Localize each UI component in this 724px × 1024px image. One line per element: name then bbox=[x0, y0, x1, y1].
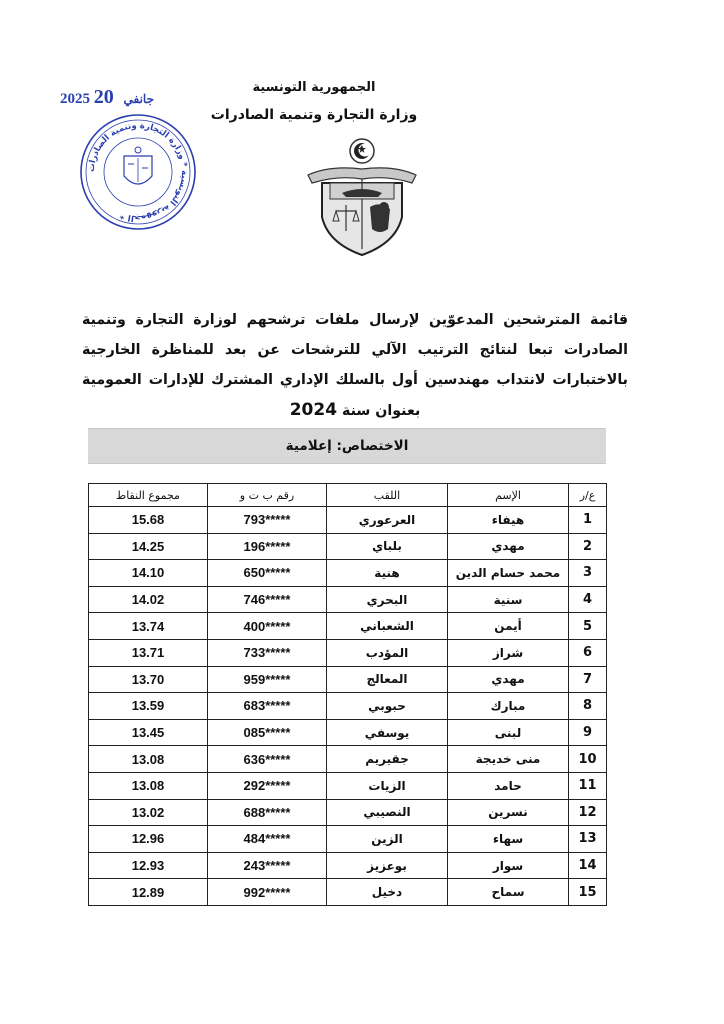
rank-cell: 4 bbox=[569, 586, 607, 613]
rank-cell: 8 bbox=[569, 693, 607, 720]
table-header-row bbox=[89, 484, 607, 507]
last-name-cell: حبوبي bbox=[327, 693, 448, 720]
first-name-cell: شراز bbox=[448, 639, 569, 666]
rank-cell: 7 bbox=[569, 666, 607, 693]
table-row bbox=[89, 879, 607, 906]
title-year: 2024 bbox=[289, 400, 338, 420]
score-cell: 13.59 bbox=[89, 693, 208, 720]
rank-cell: 1 bbox=[569, 507, 607, 534]
specialty-label: الاختصاص: إعلامية bbox=[88, 428, 606, 464]
id-number-cell: 243***** bbox=[208, 852, 327, 879]
table-row bbox=[89, 746, 607, 773]
last-name-cell: يوسفي bbox=[327, 719, 448, 746]
id-number-cell: 733***** bbox=[208, 639, 327, 666]
rank-cell: 11 bbox=[569, 772, 607, 799]
score-cell: 13.08 bbox=[89, 746, 208, 773]
score-cell: 12.89 bbox=[89, 879, 208, 906]
first-name-cell: سماح bbox=[448, 879, 569, 906]
table-row bbox=[89, 693, 607, 720]
last-name-cell: بوعزيز bbox=[327, 852, 448, 879]
id-number-cell: 196***** bbox=[208, 533, 327, 560]
last-name-cell: بلباي bbox=[327, 533, 448, 560]
header-id-number: رقم ب ت و bbox=[208, 484, 327, 507]
table-row bbox=[89, 507, 607, 534]
score-cell: 13.08 bbox=[89, 772, 208, 799]
id-number-cell: 085***** bbox=[208, 719, 327, 746]
first-name-cell: سنية bbox=[448, 586, 569, 613]
candidates-table bbox=[88, 483, 607, 906]
seal-ring-text: الجمهورية التونسية * وزارة التجارة وتنمية الصادرات * bbox=[86, 120, 190, 224]
title-text: قائمة المترشحين المدعوّين لإرسال ملفات ترشحهم لوزارة التجارة وتنمية الصادرات تبعا لنتائج الترتيب الآلي للترشحات عن بعد للمناظرة الخارجية بالاختبارات لانتداب مهندسين أول بالسلك الإداري المشترك للإدارات العمومية بعنوان سنة bbox=[82, 312, 628, 419]
date-day: 20 bbox=[93, 86, 114, 108]
date-year: 2025 bbox=[60, 91, 90, 107]
score-cell: 14.25 bbox=[89, 533, 208, 560]
first-name-cell: حامد bbox=[448, 772, 569, 799]
id-number-cell: 650***** bbox=[208, 560, 327, 587]
republic-name: الجمهورية التونسية bbox=[252, 80, 376, 95]
rank-cell: 3 bbox=[569, 560, 607, 587]
document-title bbox=[82, 305, 628, 426]
first-name-cell: منى خديجة bbox=[448, 746, 569, 773]
last-name-cell: هنية bbox=[327, 560, 448, 587]
first-name-cell: أيمن bbox=[448, 613, 569, 640]
score-cell: 13.70 bbox=[89, 666, 208, 693]
score-cell: 13.71 bbox=[89, 639, 208, 666]
id-number-cell: 292***** bbox=[208, 772, 327, 799]
id-number-cell: 992***** bbox=[208, 879, 327, 906]
last-name-cell: الشعباني bbox=[327, 613, 448, 640]
header-total-score: مجموع النقاط bbox=[89, 484, 208, 507]
id-number-cell: 688***** bbox=[208, 799, 327, 826]
first-name-cell: سهاء bbox=[448, 826, 569, 853]
document-header bbox=[174, 80, 454, 123]
table-row bbox=[89, 826, 607, 853]
first-name-cell: نسرين bbox=[448, 799, 569, 826]
score-cell: 14.10 bbox=[89, 560, 208, 587]
table-row bbox=[89, 666, 607, 693]
id-number-cell: 683***** bbox=[208, 693, 327, 720]
rank-cell: 15 bbox=[569, 879, 607, 906]
first-name-cell: سوار bbox=[448, 852, 569, 879]
table-row bbox=[89, 586, 607, 613]
last-name-cell: النصيبي bbox=[327, 799, 448, 826]
score-cell: 14.02 bbox=[89, 586, 208, 613]
score-cell: 13.45 bbox=[89, 719, 208, 746]
id-number-cell: 636***** bbox=[208, 746, 327, 773]
rank-cell: 6 bbox=[569, 639, 607, 666]
last-name-cell: الزيات bbox=[327, 772, 448, 799]
first-name-cell: مهدي bbox=[448, 533, 569, 560]
score-cell: 13.74 bbox=[89, 613, 208, 640]
last-name-cell: البحري bbox=[327, 586, 448, 613]
last-name-cell: المؤدب bbox=[327, 639, 448, 666]
score-cell: 15.68 bbox=[89, 507, 208, 534]
header-last-name: اللقب bbox=[327, 484, 448, 507]
table-row bbox=[89, 852, 607, 879]
date-month: جانفي bbox=[123, 92, 154, 106]
first-name-cell: لبنى bbox=[448, 719, 569, 746]
last-name-cell: الزين bbox=[327, 826, 448, 853]
score-cell: 13.02 bbox=[89, 799, 208, 826]
first-name-cell: محمد حسام الدين bbox=[448, 560, 569, 587]
first-name-cell: مبارك bbox=[448, 693, 569, 720]
rank-cell: 12 bbox=[569, 799, 607, 826]
coat-of-arms-icon bbox=[300, 135, 424, 259]
rank-cell: 14 bbox=[569, 852, 607, 879]
score-cell: 12.96 bbox=[89, 826, 208, 853]
date-stamp bbox=[60, 86, 162, 109]
rank-cell: 13 bbox=[569, 826, 607, 853]
header-first-name: الإسم bbox=[448, 484, 569, 507]
last-name-cell: دخيل bbox=[327, 879, 448, 906]
first-name-cell: مهدي bbox=[448, 666, 569, 693]
table-row bbox=[89, 613, 607, 640]
id-number-cell: 959***** bbox=[208, 666, 327, 693]
table-row bbox=[89, 560, 607, 587]
table-row bbox=[89, 772, 607, 799]
rank-cell: 5 bbox=[569, 613, 607, 640]
id-number-cell: 400***** bbox=[208, 613, 327, 640]
id-number-cell: 484***** bbox=[208, 826, 327, 853]
rank-cell: 2 bbox=[569, 533, 607, 560]
last-name-cell: جقيريم bbox=[327, 746, 448, 773]
rank-cell: 10 bbox=[569, 746, 607, 773]
first-name-cell: هيفاء bbox=[448, 507, 569, 534]
id-number-cell: 746***** bbox=[208, 586, 327, 613]
rank-cell: 9 bbox=[569, 719, 607, 746]
table-row bbox=[89, 533, 607, 560]
score-cell: 12.93 bbox=[89, 852, 208, 879]
last-name-cell: العرعوري bbox=[327, 507, 448, 534]
table-row bbox=[89, 799, 607, 826]
id-number-cell: 793***** bbox=[208, 507, 327, 534]
ministry-name: وزارة التجارة وتنمية الصادرات bbox=[210, 107, 418, 123]
last-name-cell: المعالج bbox=[327, 666, 448, 693]
ministry-seal-stamp bbox=[78, 112, 198, 232]
header-rank: ع/ر bbox=[569, 484, 607, 507]
table-row bbox=[89, 719, 607, 746]
table-row bbox=[89, 639, 607, 666]
